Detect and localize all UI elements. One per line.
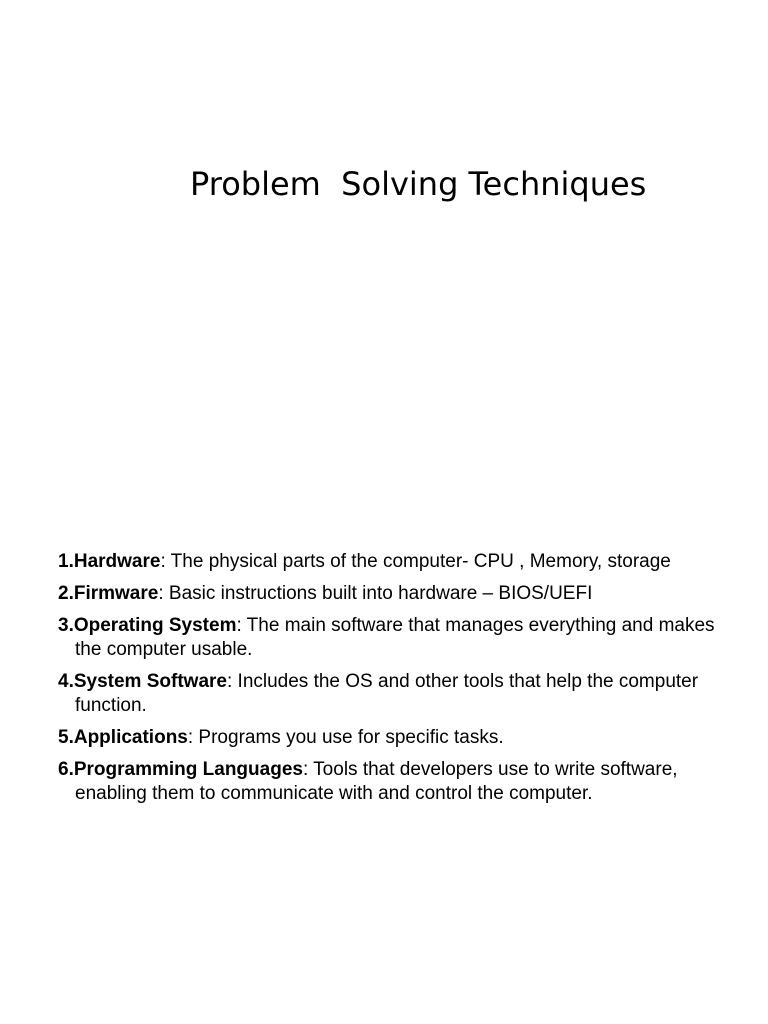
concept-list [58, 550, 738, 814]
item-separator: : [160, 551, 166, 572]
item-separator: : [226, 671, 233, 692]
list-item-operating-system [58, 614, 738, 662]
item-term: Firmware [73, 583, 159, 604]
list-item-programming-languages [58, 758, 738, 806]
item-number: 6. [58, 759, 74, 780]
item-description: Tools that developers use to write software, enabling them to communicate with and control the computer. [75, 759, 678, 804]
item-term: Operating System [73, 615, 237, 636]
page-title: Problem Solving Techniques [190, 165, 647, 203]
item-term: Hardware [73, 551, 161, 572]
item-separator: : [158, 583, 164, 604]
item-number: 1. [58, 551, 74, 572]
item-description: Includes the OS and other tools that help the computer function. [75, 671, 699, 716]
list-item-applications [58, 726, 738, 750]
item-separator: : [302, 759, 309, 780]
item-number: 4. [58, 671, 74, 692]
item-term: Applications [73, 727, 188, 748]
item-separator: : [187, 727, 194, 748]
list-item-system-software [58, 670, 738, 718]
list-item-firmware [58, 582, 738, 606]
item-number: 3. [58, 615, 74, 636]
item-separator: : [236, 615, 242, 636]
item-number: 5. [58, 727, 74, 748]
item-number: 2. [58, 583, 74, 604]
item-description: Programs you use for specific tasks. [193, 727, 504, 748]
item-description: The physical parts of the computer- CPU , Memory, storage [165, 551, 671, 572]
item-description: Basic instructions built into hardware – BIOS/UEFI [163, 583, 593, 604]
list-item-hardware [58, 550, 738, 574]
item-description: The main software that manages everything and makes the computer usable. [75, 615, 715, 660]
item-term: System Software [73, 671, 227, 692]
item-term: Programming Languages [73, 759, 303, 780]
